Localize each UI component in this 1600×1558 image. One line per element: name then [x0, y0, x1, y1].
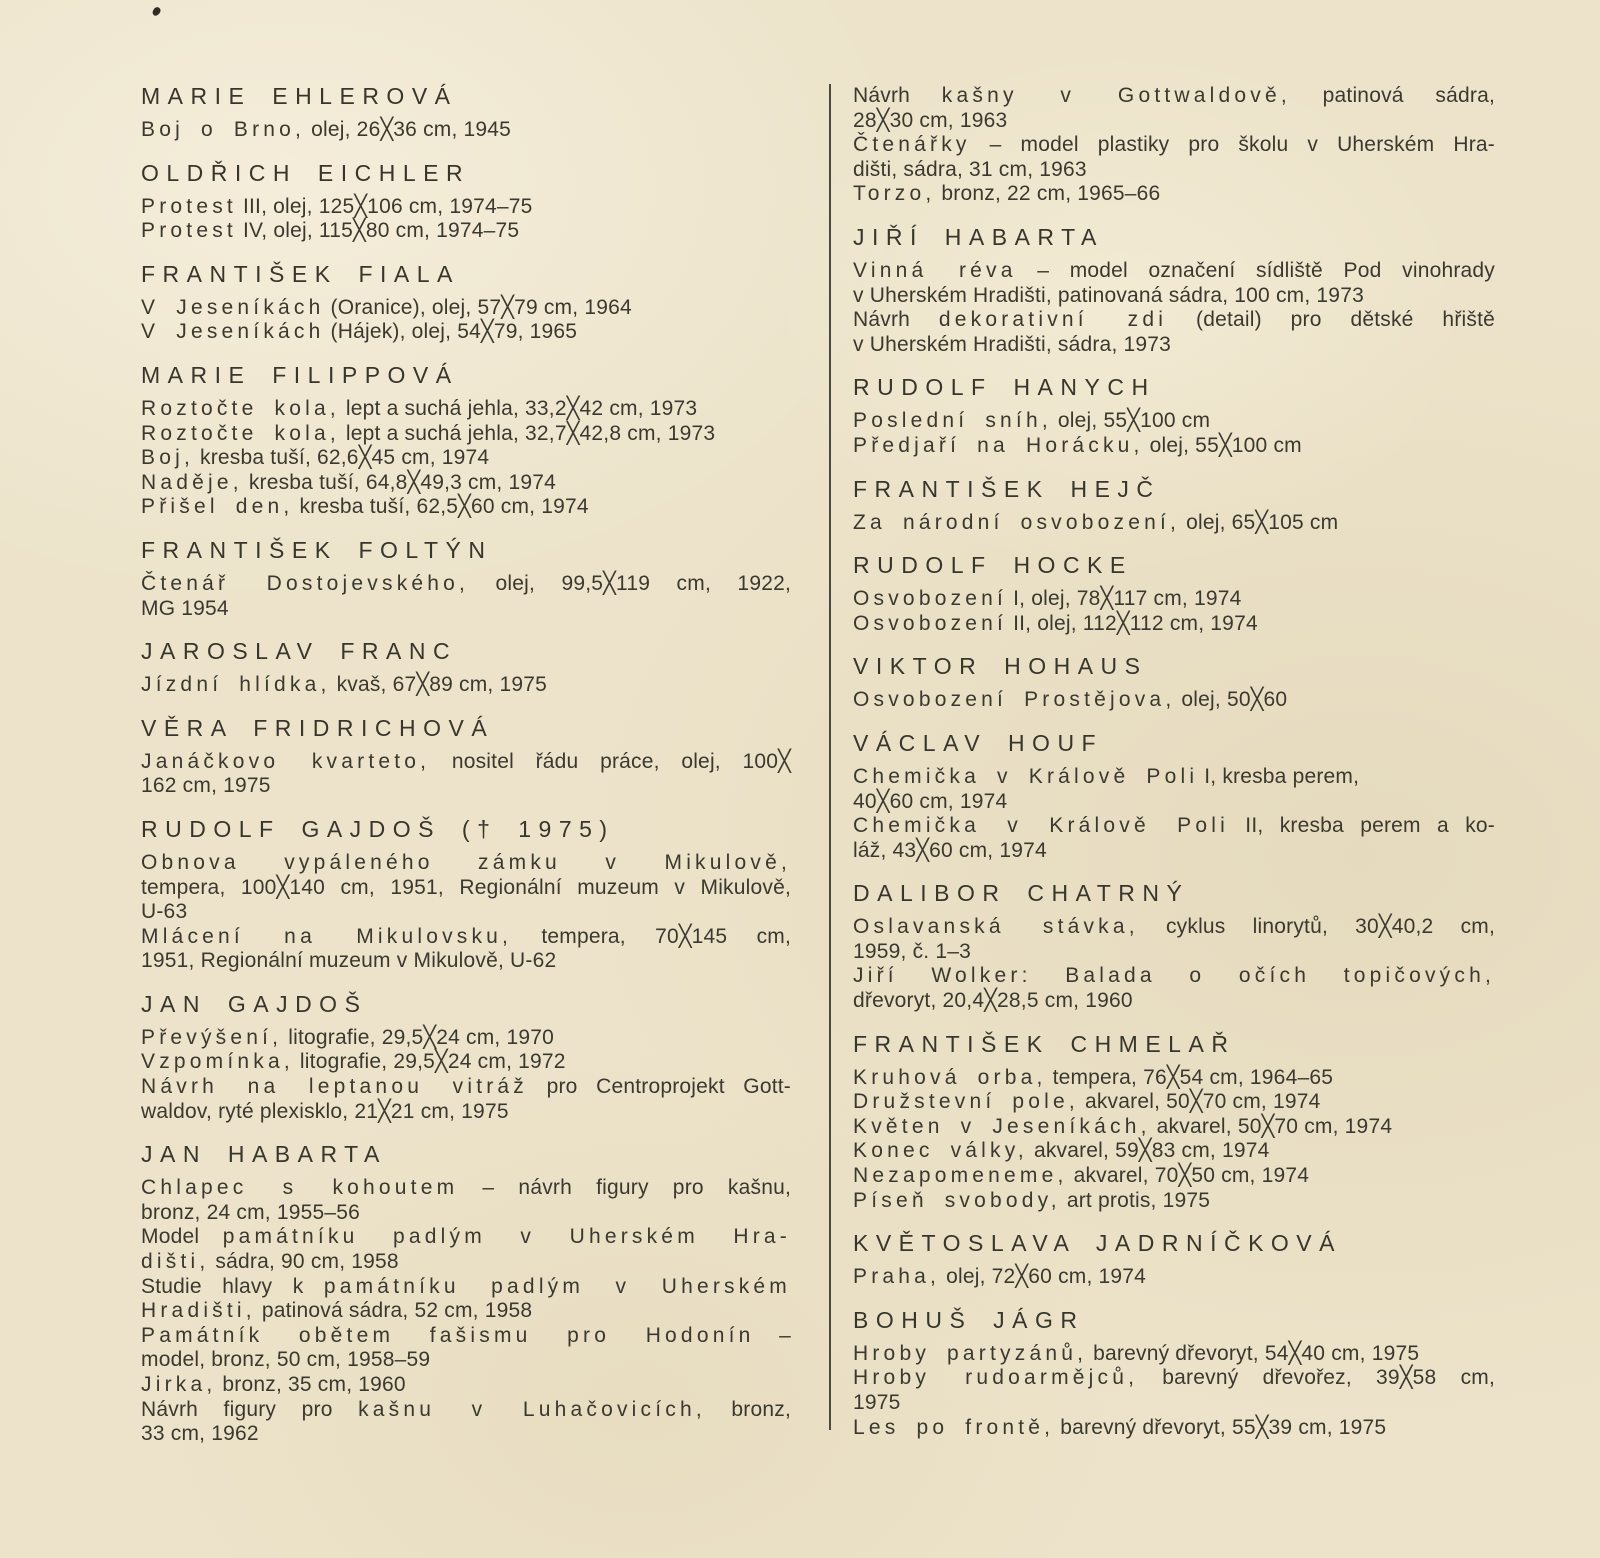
work-entry [853, 434, 1495, 459]
work-detail-text: olej, 65╳105 cm [1180, 510, 1339, 534]
work-title-text: Převýšení, [141, 1025, 283, 1049]
artist-heading: FRANTIŠEK HEJČ [853, 475, 1161, 502]
work-detail-text: Studie hlavy k [141, 1274, 324, 1298]
artist-heading: MARIE EHLEROVÁ [141, 83, 458, 109]
work-detail-text: I, olej, 78╳117 cm, 1974 [1007, 587, 1242, 611]
work-line [141, 851, 791, 876]
work-line [853, 964, 1495, 989]
work-line [141, 1201, 791, 1226]
work-detail-text: tempera, 70╳145 cm, [512, 924, 791, 948]
work-entry [853, 915, 1495, 964]
work-detail-text: – model plastiky pro školu v Uherském Hra- [970, 133, 1495, 157]
work-detail-text: akvarel, 70╳50 cm, 1974 [1067, 1164, 1310, 1188]
work-detail-text: olej, 72╳60 cm, 1974 [940, 1265, 1147, 1289]
work-line [141, 1324, 791, 1349]
work-detail-text: MG 1954 [141, 596, 229, 620]
work-title-text: Čtenářky [853, 133, 971, 157]
artist-heading: JAN HABARTA [141, 1141, 387, 1168]
work-title-text: Vzpomínka, [141, 1050, 294, 1074]
work-title-text: Praha, [853, 1265, 941, 1289]
work-detail-text: (detail) pro dětské hřiště [1167, 308, 1495, 332]
artist-section [141, 1142, 791, 1447]
work-line [853, 790, 1495, 815]
work-title-text: Nezapomeneme, [853, 1164, 1068, 1188]
work-detail-text: – návrh figury pro kašnu, [458, 1176, 791, 1200]
work-entry [141, 296, 791, 321]
work-detail-text: bronz, 35 cm, 1960 [216, 1373, 406, 1396]
work-entry [141, 495, 791, 520]
work-title-text: V Jeseníkách [141, 320, 325, 344]
work-entry [141, 1275, 791, 1324]
artist-section [853, 731, 1495, 863]
work-detail-text: olej, 55╳100 cm [1051, 409, 1211, 433]
work-entry [141, 446, 791, 471]
work-line [853, 182, 1495, 207]
work-title-text: Osvobození Prostějova, [853, 688, 1176, 712]
work-title-text: Hroby rudoarmějců, [853, 1366, 1139, 1390]
artist-heading: FRANTIŠEK FIALA [141, 260, 460, 287]
work-entry [853, 1265, 1495, 1290]
work-entry [141, 397, 791, 422]
work-entry [853, 1189, 1495, 1214]
work-detail-text: barevný dřevoryt, 54╳40 cm, 1975 [1087, 1341, 1420, 1365]
work-entry [141, 1225, 791, 1274]
artist-heading: MARIE FILIPPOVÁ [141, 361, 459, 388]
work-line [853, 333, 1495, 358]
work-entry [141, 1324, 791, 1373]
artist-heading: VĚRA FRIDRICHOVÁ [141, 714, 495, 741]
work-entry [853, 688, 1495, 713]
work-line [141, 1176, 791, 1201]
work-title-text: kašnu v Luhačovicích, [358, 1397, 706, 1421]
work-line [853, 612, 1495, 637]
work-title-text: Boj, [141, 446, 194, 470]
work-title-text: Oslavanská stávka, [853, 915, 1139, 939]
work-entry [853, 1416, 1495, 1441]
work-entry [853, 1090, 1495, 1115]
artist-heading: VÁCLAV HOUF [853, 729, 1104, 756]
work-title-text: dišti, [141, 1250, 210, 1274]
work-line [853, 259, 1495, 284]
work-detail-text: waldov, ryté plexisklo, 21╳21 cm, 1975 [141, 1099, 509, 1123]
work-line [141, 925, 791, 950]
work-entry [141, 851, 791, 925]
work-title-text: Roztočte kola, [141, 421, 340, 445]
work-line [141, 572, 791, 597]
work-title-text: Boj o Brno, [141, 118, 306, 141]
work-title-text: kašny v Gottwaldově, [941, 84, 1291, 107]
work-title-text: Hradišti, [141, 1299, 256, 1323]
work-title-text: Vinná réva [853, 258, 1017, 282]
work-entry [853, 612, 1495, 637]
work-title-text: Družstevní pole, [853, 1090, 1079, 1114]
work-entry [141, 1075, 791, 1124]
artist-section [853, 1032, 1495, 1214]
artist-heading: JAN GAJDOŠ [141, 990, 368, 1017]
work-line [853, 1366, 1495, 1391]
artist-section [141, 992, 791, 1124]
work-detail-text: (Hájek), olej, 54╳79, 1965 [324, 320, 578, 344]
work-detail-text: kresba tuší, 62,6╳45 cm, 1974 [194, 446, 490, 470]
work-title-text: Naděje, [141, 470, 243, 494]
work-detail-text: I, kresba perem, [1198, 764, 1360, 788]
work-line [853, 511, 1495, 536]
work-line [853, 308, 1495, 333]
work-line [853, 915, 1495, 940]
work-title-text: Kruhová orba, [853, 1065, 1047, 1089]
work-entry [853, 587, 1495, 612]
work-title-text: Jirka, [141, 1373, 217, 1396]
work-entry [141, 750, 791, 799]
artist-section [141, 84, 791, 143]
work-line [141, 1275, 791, 1300]
work-line [141, 1398, 791, 1423]
artist-heading: RUDOLF GAJDOŠ († 1975) [141, 815, 615, 842]
work-title-text: Janáčkovo kvarteto, [141, 749, 431, 773]
work-line [141, 219, 791, 244]
work-line [853, 434, 1495, 459]
work-entry [853, 308, 1495, 357]
work-detail-text: tempera, 100╳140 cm, 1951, Regionální muzeum v Mikulově, [141, 875, 791, 899]
work-title-text: Protest [141, 194, 237, 218]
work-detail-text: 28╳30 cm, 1963 [853, 108, 1008, 132]
work-line [853, 84, 1495, 109]
work-line [853, 1189, 1495, 1214]
work-line [853, 587, 1495, 612]
work-entry [141, 195, 791, 220]
artist-heading: OLDŘICH EICHLER [141, 159, 471, 186]
work-entry [853, 1066, 1495, 1091]
work-detail-text: barevný dřevoryt, 55╳39 cm, 1975 [1054, 1415, 1387, 1439]
work-detail-text: 33 cm, 1962 [141, 1422, 259, 1446]
work-detail-text: art protis, 1975 [1060, 1188, 1211, 1212]
work-line [853, 1391, 1495, 1416]
work-line [141, 1348, 791, 1373]
work-entry [141, 219, 791, 244]
work-line [141, 422, 791, 447]
work-detail-text: (Oranice), olej, 57╳79 cm, 1964 [324, 295, 632, 319]
ink-speck [151, 6, 162, 17]
work-entry [853, 814, 1495, 863]
work-entry [853, 964, 1495, 1013]
work-detail-text: – [754, 1323, 791, 1347]
work-detail-text: 1975 [853, 1391, 901, 1414]
work-entry [141, 572, 791, 621]
work-detail-text: akvarel, 50╳70 cm, 1974 [1078, 1090, 1321, 1114]
work-entry [853, 133, 1495, 182]
work-title-text: Konec války, [853, 1139, 1028, 1163]
artist-heading: FRANTIŠEK FOLTÝN [141, 536, 493, 563]
right-column [853, 84, 1495, 1440]
work-entry [853, 511, 1495, 536]
work-detail-text: III, olej, 125╳106 cm, 1974–75 [236, 194, 533, 218]
work-entry [141, 673, 791, 698]
work-line [853, 133, 1495, 158]
work-entry [141, 118, 791, 143]
work-detail-text: patinová sádra, [1290, 84, 1495, 107]
work-line [853, 688, 1495, 713]
work-line [853, 1139, 1495, 1164]
work-entry [853, 84, 1495, 133]
artist-heading: RUDOLF HOCKE [853, 552, 1133, 579]
column-divider [829, 84, 831, 1430]
artist-section [141, 716, 791, 799]
work-title-text: Roztočte kola, [141, 396, 340, 420]
artist-heading: JIŘÍ HABARTA [853, 223, 1104, 250]
work-entry [141, 471, 791, 496]
artist-section [141, 817, 791, 974]
artist-heading: DALIBOR CHATRNÝ [853, 880, 1190, 907]
work-title-text: památníku padlým v Uherském Hra- [222, 1225, 792, 1249]
work-line [141, 750, 791, 775]
work-title-text: Návrh na leptanou vitráž [141, 1075, 529, 1099]
work-title-text: dekorativní zdi [938, 308, 1168, 332]
artist-section [853, 1231, 1495, 1290]
work-line [853, 1164, 1495, 1189]
artist-heading: FRANTIŠEK CHMELAŘ [853, 1030, 1236, 1057]
artist-section [853, 654, 1495, 713]
work-detail-text: 40╳60 cm, 1974 [853, 789, 1008, 813]
work-title-text: Obnova vypáleného zámku v Mikulově, [141, 850, 791, 874]
work-detail-text: kvaš, 67╳89 cm, 1975 [330, 673, 548, 697]
work-entry [853, 1342, 1495, 1367]
work-entry [141, 1398, 791, 1447]
work-line [853, 1090, 1495, 1115]
work-title-text: Poslední sníh, [853, 409, 1052, 433]
work-line [141, 397, 791, 422]
work-title-text: Píseň svobody, [853, 1188, 1061, 1212]
work-detail-text: láž, 43╳60 cm, 1974 [853, 838, 1047, 862]
work-title-text: Chemička v Králově Poli [853, 764, 1199, 788]
artist-section [141, 161, 791, 244]
work-entry [141, 422, 791, 447]
artist-heading: VIKTOR HOHAUS [853, 653, 1148, 680]
work-line [853, 109, 1495, 134]
work-detail-text: olej, 50╳60 [1175, 688, 1288, 712]
work-line [141, 1026, 791, 1051]
work-detail-text: v Uherském Hradišti, patinovaná sádra, 100 cm, 1973 [853, 283, 1364, 307]
work-detail-text: Model [141, 1225, 223, 1249]
work-line [141, 1100, 791, 1125]
work-detail-text: barevný dřevořez, 39╳58 cm, [1138, 1366, 1496, 1390]
artist-section [853, 1308, 1495, 1440]
artist-heading: RUDOLF HANYCH [853, 374, 1156, 401]
artist-section [141, 262, 791, 345]
work-line [141, 118, 791, 143]
work-entry [853, 1164, 1495, 1189]
work-line [141, 296, 791, 321]
work-title-text: Mlácení na Mikulovsku, [141, 924, 513, 948]
work-entry [853, 765, 1495, 814]
artist-section [853, 881, 1495, 1013]
work-line [853, 1342, 1495, 1367]
work-detail-text: IV, olej, 115╳80 cm, 1974–75 [236, 219, 520, 243]
left-column [141, 84, 791, 1447]
work-title-text: Osvobození [853, 587, 1008, 611]
work-line [853, 940, 1495, 965]
work-line [141, 1050, 791, 1075]
work-line [141, 446, 791, 471]
work-detail-text: bronz, 22 cm, 1965–66 [935, 182, 1161, 206]
work-detail-text: bronz, [705, 1397, 791, 1421]
work-detail-text: bronz, 24 cm, 1955–56 [141, 1200, 361, 1224]
work-entry [853, 182, 1495, 207]
work-line [853, 839, 1495, 864]
work-entry [853, 259, 1495, 308]
work-entry [141, 1026, 791, 1051]
artist-section [853, 225, 1495, 357]
work-line [853, 158, 1495, 183]
work-detail-text: 1959, č. 1–3 [853, 939, 971, 963]
work-entry [853, 1115, 1495, 1140]
work-detail-text: akvarel, 59╳83 cm, 1974 [1027, 1139, 1270, 1163]
work-detail-text: nositel řádu práce, olej, 100╳ [430, 749, 791, 773]
work-title-text: Předjaří na Horácku, [853, 433, 1144, 457]
work-line [141, 673, 791, 698]
artist-section [853, 375, 1495, 458]
work-title-text: Protest [141, 219, 237, 243]
work-line [141, 1373, 791, 1398]
work-entry [853, 409, 1495, 434]
work-entry [141, 1176, 791, 1225]
work-detail-text: II, olej, 112╳112 cm, 1974 [1007, 611, 1258, 635]
work-title-text: Přišel den, [141, 495, 294, 519]
work-line [853, 765, 1495, 790]
work-line [141, 1075, 791, 1100]
work-entry [141, 925, 791, 974]
artist-section [141, 363, 791, 520]
work-line [141, 195, 791, 220]
work-line [141, 1422, 791, 1447]
work-title-text: Památník obětem fašismu pro Hodonín [141, 1323, 755, 1347]
work-entry [853, 1139, 1495, 1164]
work-detail-text: Návrh figury pro [141, 1397, 359, 1421]
work-entry [141, 1373, 791, 1398]
artist-section [853, 477, 1495, 536]
work-line [853, 1115, 1495, 1140]
work-title-text: Jízdní hlídka, [141, 673, 331, 697]
work-line [141, 949, 791, 974]
work-detail-text: lept a suchá jehla, 32,7╳42,8 cm, 1973 [339, 421, 716, 445]
artist-section [141, 639, 791, 698]
work-line [853, 1066, 1495, 1091]
work-title-text: Jiří Wolker: Balada o očích topičových, [853, 964, 1495, 988]
work-detail-text: litografie, 29,5╳24 cm, 1970 [282, 1025, 554, 1049]
work-detail-text: litografie, 29,5╳24 cm, 1972 [293, 1050, 566, 1074]
work-line [141, 876, 791, 901]
work-detail-text: patinová sádra, 52 cm, 1958 [255, 1299, 533, 1323]
work-line [853, 284, 1495, 309]
work-detail-text: olej, 55╳100 cm [1143, 433, 1302, 457]
work-line [141, 1299, 791, 1324]
artist-section [141, 538, 791, 621]
work-detail-text: II, kresba perem a ko- [1228, 814, 1495, 838]
work-detail-text: – model označení sídliště Pod vinohrady [1016, 258, 1495, 282]
work-title-text: Za národní osvobození, [853, 510, 1181, 534]
work-detail-text: dišti, sádra, 31 cm, 1963 [853, 157, 1087, 181]
work-detail-text: dřevoryt, 20,4╳28,5 cm, 1960 [853, 989, 1133, 1013]
work-line [141, 774, 791, 799]
work-line [141, 597, 791, 622]
work-detail-text: lept a suchá jehla, 33,2╳42 cm, 1973 [339, 396, 698, 420]
work-line [853, 814, 1495, 839]
work-line [853, 989, 1495, 1014]
artist-section [853, 84, 1495, 207]
work-line [853, 1265, 1495, 1290]
work-detail-text: model, bronz, 50 cm, 1958–59 [141, 1348, 431, 1372]
artist-heading: JAROSLAV FRANC [141, 638, 458, 665]
work-line [141, 1225, 791, 1250]
work-entry [141, 320, 791, 345]
work-detail-text: kresba tuší, 64,8╳49,3 cm, 1974 [242, 470, 557, 494]
work-detail-text: olej, 99,5╳119 cm, 1922, [469, 571, 791, 595]
work-title-text: V Jeseníkách [141, 295, 325, 319]
work-detail-text: kresba tuší, 62,5╳60 cm, 1974 [293, 495, 589, 519]
artist-section [853, 553, 1495, 636]
work-title-text: Torzo, [853, 182, 936, 206]
work-line [141, 471, 791, 496]
work-detail-text: Návrh [853, 84, 942, 107]
work-line [141, 1250, 791, 1275]
work-title-text: Chemička v Králově Poli [853, 814, 1229, 838]
work-detail-text: Návrh [853, 308, 939, 332]
work-detail-text: sádra, 90 cm, 1958 [209, 1250, 399, 1274]
work-entry [853, 1366, 1495, 1415]
artist-heading: KVĚTOSLAVA JADRNÍČKOVÁ [853, 1230, 1342, 1257]
work-detail-text: cyklus linorytů, 30╳40,2 cm, [1138, 915, 1496, 939]
work-entry [141, 1050, 791, 1075]
work-title-text: Les po frontě, [853, 1415, 1055, 1439]
work-line [141, 320, 791, 345]
work-detail-text: 1951, Regionální muzeum v Mikulově, U-62 [141, 949, 557, 973]
work-line [853, 1416, 1495, 1441]
work-detail-text: olej, 26╳36 cm, 1945 [305, 118, 512, 141]
work-line [853, 409, 1495, 434]
work-detail-text: tempera, 76╳54 cm, 1964–65 [1046, 1065, 1334, 1089]
artist-heading: BOHUŠ JÁGR [853, 1306, 1085, 1333]
work-title-text: Čtenář Dostojevského, [141, 571, 470, 595]
work-title-text: památníku padlým v Uherském [323, 1274, 791, 1298]
work-detail-text: akvarel, 50╳70 cm, 1974 [1150, 1114, 1393, 1138]
work-detail-text: 162 cm, 1975 [141, 774, 271, 798]
work-line [141, 900, 791, 925]
work-title-text: Chlapec s kohoutem [141, 1176, 459, 1200]
work-title-text: Hroby partyzánů, [853, 1341, 1088, 1365]
work-title-text: Květen v Jeseníkách, [853, 1114, 1151, 1138]
work-detail-text: pro Centroprojekt Gott- [528, 1075, 791, 1099]
work-detail-text: v Uherském Hradišti, sádra, 1973 [853, 332, 1172, 356]
work-detail-text: U-63 [141, 900, 188, 924]
work-line [141, 495, 791, 520]
work-title-text: Osvobození [853, 611, 1008, 635]
